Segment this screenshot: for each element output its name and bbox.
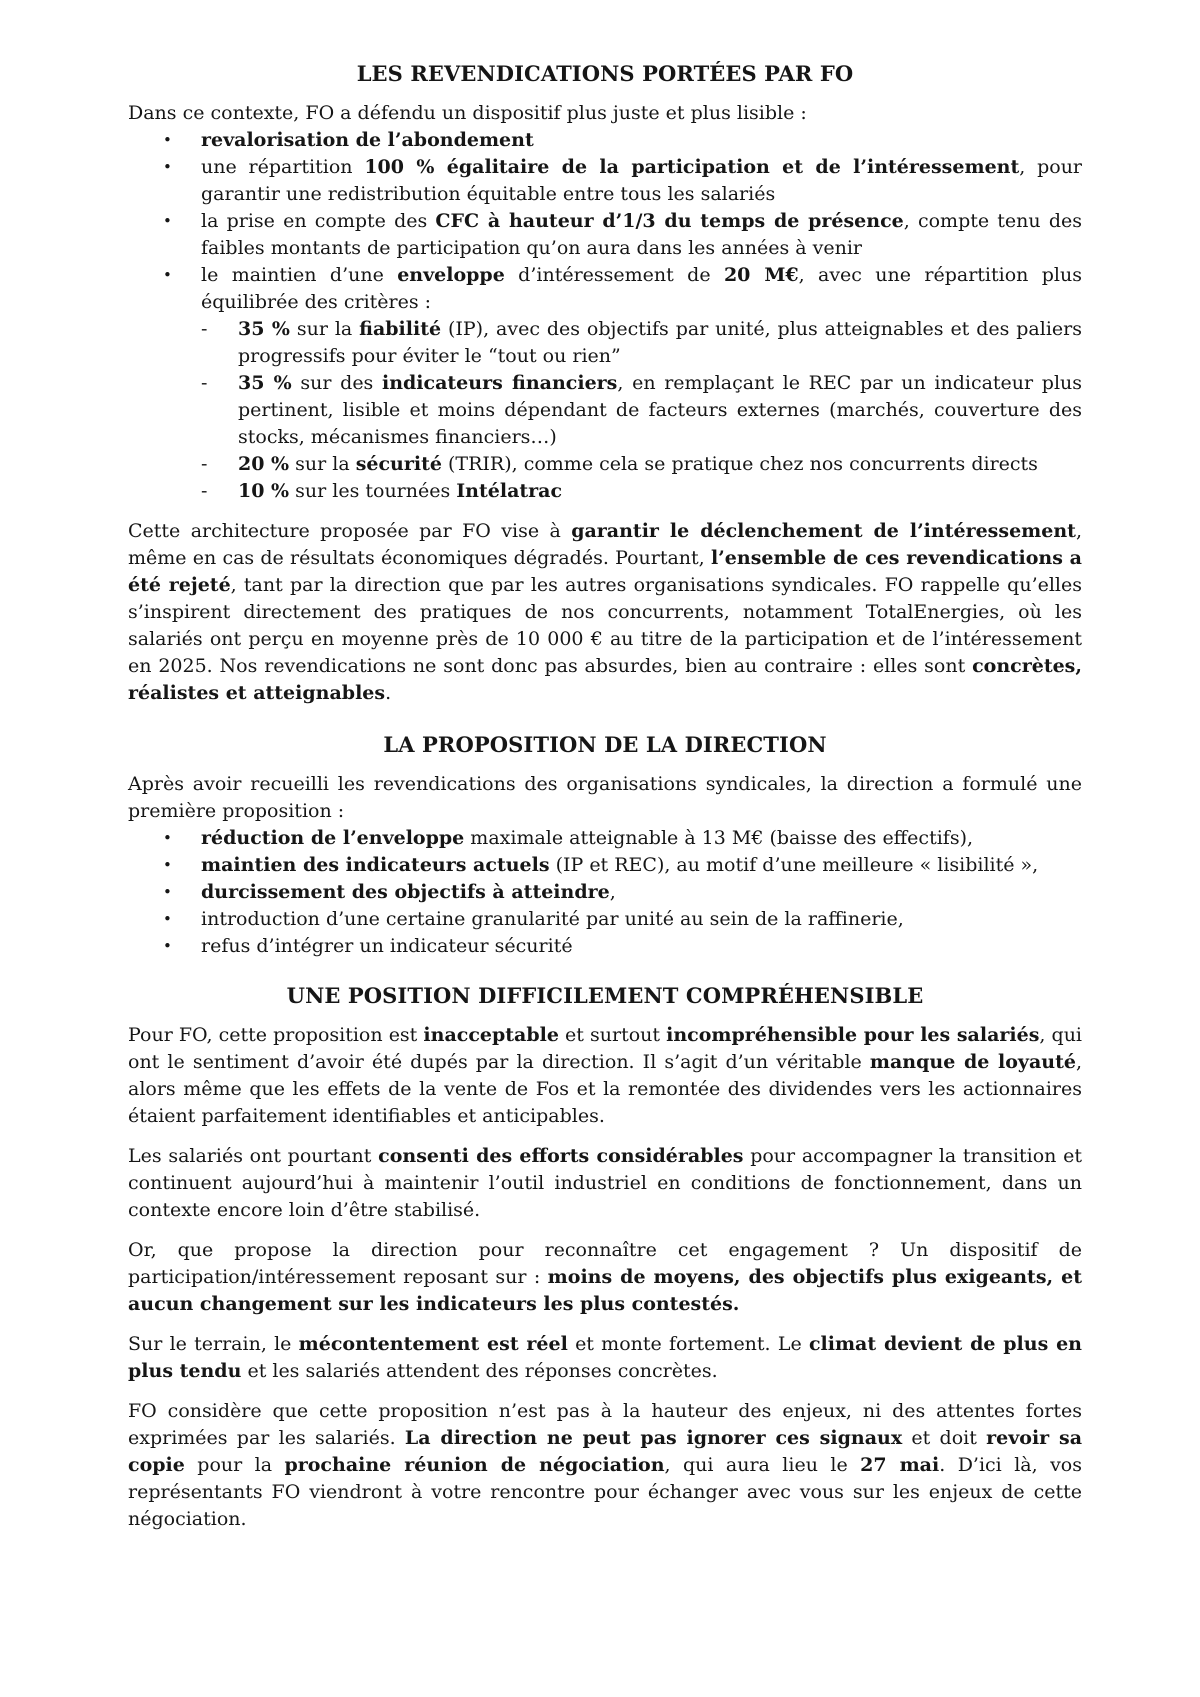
sublist-item: - 20 % sur la sécurité (TRIR), comme cela se pratique chez nos concurrents directs [238,451,1082,478]
section3-paragraph-3: Or, que propose la direction pour reconnaître cet engagement ? Un dispositif de participation/intéressement reposant sur : moins de moyens, des objectifs plus exigeants, et aucun changement sur les indicateurs les plus contestés. [128,1239,1082,1315]
bullet-icon: • [163,937,172,955]
section-title-position: UNE POSITION DIFFICILEMENT COMPRÉHENSIBLE [286,983,924,1008]
criteria-sublist [201,316,1082,505]
list-item: • maintien des indicateurs actuels (IP et REC), au motif d’une meilleure « lisibilité », [201,852,1082,879]
revendications-list [128,127,1082,505]
proposition-list [128,825,1082,960]
bullet-icon: • [163,856,172,874]
dash-icon: - [201,372,208,394]
sublist-item: - 35 % sur la fiabilité (IP), avec des objectifs par unité, plus atteignables et des paliers progressifs pour éviter le “tout ou rien” [201,318,1082,367]
dash-icon: - [201,318,208,340]
list-item: • une répartition 100 % égalitaire de la participation et de l’intéressement, pour garantir une redistribution équitable entre tous les salariés [163,156,1083,205]
list-item: • durcissement des objectifs à atteindre, [201,879,1082,906]
list-item: • revalorisation de l’abondement [201,127,1082,154]
bullet-icon: • [163,158,172,176]
list-item: • introduction d’une certaine granularité par unité au sein de la raffinerie, [201,906,1082,933]
section3-paragraph-4: Sur le terrain, le mécontentement est réel et monte fortement. Le climat devient de plus en plus tendu et les salariés attendent des réponses concrètes. [128,1333,1082,1382]
list-item: • réduction de l’enveloppe maximale atteignable à 13 M€ (baisse des effectifs), [201,825,1082,852]
bullet-icon: • [163,829,172,847]
section-title-proposition: LA PROPOSITION DE LA DIRECTION [383,732,827,757]
bullet-icon: • [163,212,172,230]
bullet-icon: • [163,266,172,284]
bullet-icon: • [163,910,172,928]
section2-intro: Après avoir recueilli les revendications des organisations syndicales, la direction a formulé une première proposition : [128,773,1082,822]
dash-icon: - [201,480,208,502]
section3-paragraph-2: Les salariés ont pourtant consenti des efforts considérables pour accompagner la transition et continuent aujourd’hui à maintenir l’outil industriel en conditions de fonctionnement, dans un contexte encore loin d’être stabilisé. [128,1145,1083,1221]
section-title-revendications: LES REVENDICATIONS PORTÉES PAR FO [356,61,854,86]
list-item: • le maintien d’une enveloppe d’intéressement de 20 M€, avec une répartition plus équilibrée des critères : - 35 % sur la fiabilité (IP), avec des objectifs par unité, plus atteignables et des paliers progressifs pour éviter le “tout ou rien” - 35 % sur des indicateurs financiers, en remplaçant le REC par un indicateur plus pertinent, lisible et moins dépendant de facteurs externes (marchés, couverture des stocks, mécanismes financiers…) - 20 % sur la sécurité (TRIR), comme cela se pratique chez nos concurrents directs - 10 % sur les tournées Intélatrac [201,262,1082,505]
dash-icon: - [201,453,208,475]
bullet-icon: • [163,131,172,149]
sublist-item: - 35 % sur des indicateurs financiers, en remplaçant le REC par un indicateur plus pertinent, lisible et moins dépendant de facteurs externes (marchés, couverture des stocks, mécanismes financiers…) [201,372,1083,448]
list-item: • la prise en compte des CFC à hauteur d’1/3 du temps de présence, compte tenu des faibles montants de participation qu’on aura dans les années à venir [163,210,1082,259]
section3-paragraph-5: FO considère que cette proposition n’est pas à la hauteur des enjeux, ni des attentes fortes exprimées par les salariés. La direction ne peut pas ignorer ces signaux et doit revoir sa copie pour la prochaine réunion de négociation, qui aura lieu le 27 mai. D’ici là, vos représentants FO viendront à votre rencontre pour échanger avec vous sur les enjeux de cette négociation. [128,1400,1083,1530]
section1-intro: Dans ce contexte, FO a défendu un dispositif plus juste et plus lisible : [128,102,807,124]
bullet-icon: • [163,883,172,901]
section1-paragraph: Cette architecture proposée par FO vise à garantir le déclenchement de l’intéressement, même en cas de résultats économiques dégradés. Pourtant, l’ensemble de ces revendications a été rejeté, tant par la direction que par les autres organisations syndicales. FO rappelle qu’elles s’inspirent directement des pratiques de nos concurrents, notamment TotalEnergies, où les salariés ont perçu en moyenne près de 10 000 € au titre de la participation et de l’intéressement en 2025. Nos revendications ne sont donc pas absurdes, bien au contraire : elles sont concrètes, réalistes et atteignables. [128,520,1082,704]
sublist-item: - 10 % sur les tournées Intélatrac [238,478,1082,505]
list-item: • refus d’intégrer un indicateur sécurité [201,933,1082,960]
section3-paragraph-1: Pour FO, cette proposition est inacceptable et surtout incompréhensible pour les salariés, qui ont le sentiment d’avoir été dupés par la direction. Il s’agit d’un véritable manque de loyauté, alors même que les effets de la vente de Fos et la remontée des dividendes vers les actionnaires étaient parfaitement identifiables et anticipables. [128,1024,1083,1127]
